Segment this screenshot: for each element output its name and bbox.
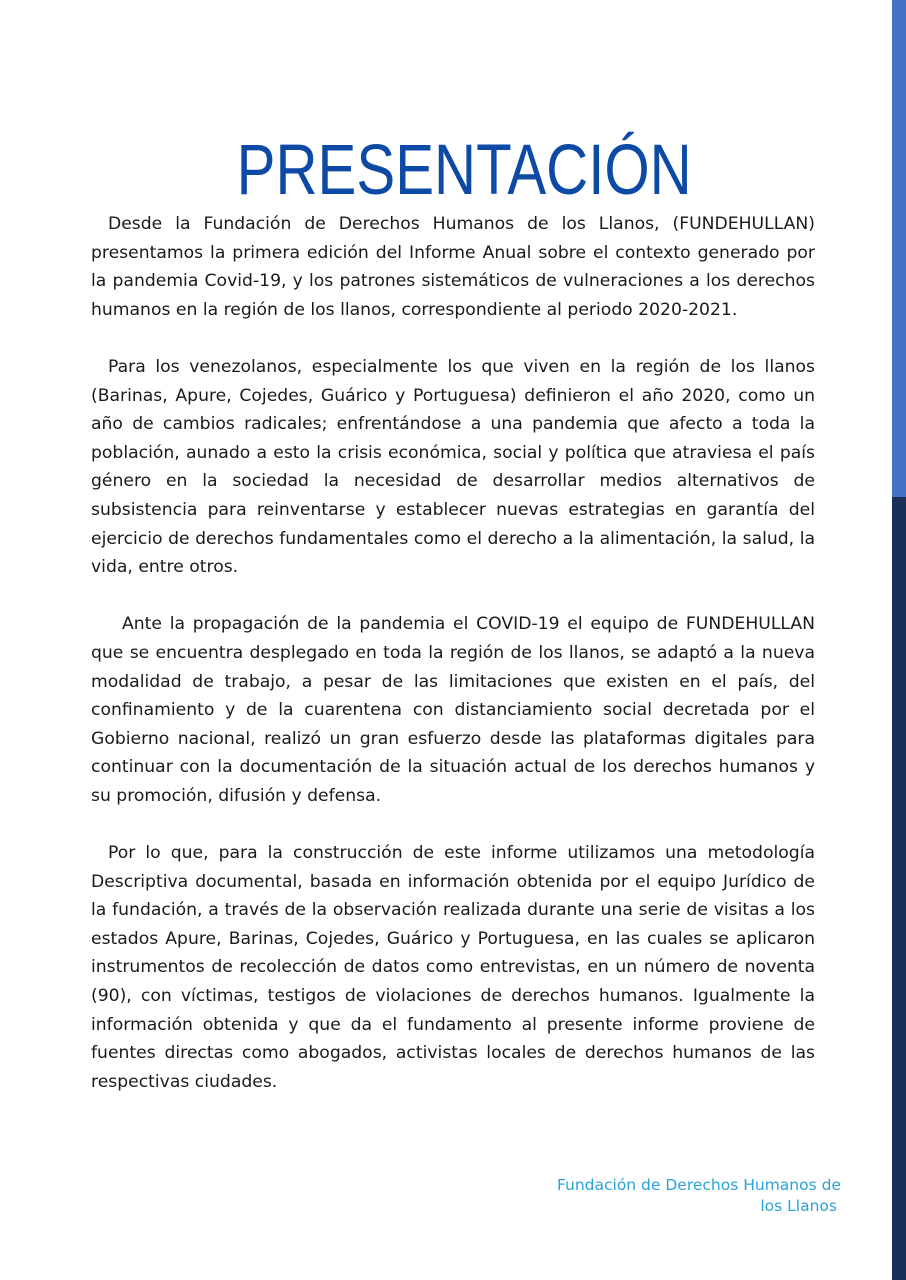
- footer-line-2: los Llanos: [760, 1197, 837, 1215]
- footer-organization: [520, 1175, 841, 1217]
- presentation-body: [91, 210, 815, 1125]
- page-title: PRESENTACIÓN: [236, 130, 692, 210]
- paragraph-4: Por lo que, para la construcción de este informe utilizamos una metodología Descriptiva documental, basada en información obtenida por el equipo Jurídico de la fundación, a través de la observación realizada durante una serie de visitas a los estados Apure, Barinas, Cojedes, Guárico y Portuguesa, en las cuales se aplicaron instrumentos de recolección de datos como entrevistas, en un número de noventa (90), con víctimas, testigos de violaciones de derechos humanos. Igualmente la información obtenida y que da el fundamento al presente informe proviene de fuentes directas como abogados, activistas locales de derechos humanos de las respectivas ciudades.: [91, 843, 815, 1092]
- footer-line-1: Fundación de Derechos Humanos de: [556, 1176, 841, 1194]
- sidebar-accent-bottom: [892, 497, 906, 1280]
- sidebar-accent-top: [892, 0, 906, 497]
- paragraph-1: Desde la Fundación de Derechos Humanos de los Llanos, (FUNDEHULLAN) presentamos la primera edición del Informe Anual sobre el contexto generado por la pandemia Covid-19, y los patrones sistemáticos de vulneraciones a los derechos humanos en la región de los llanos, correspondiente al periodo 2020-2021.: [91, 214, 815, 320]
- paragraph-2: Para los venezolanos, especialmente los que viven en la región de los llanos (Barinas, Apure, Cojedes, Guárico y Portuguesa) definieron el año 2020, como un año de cambios radicales; enfrentándose a una pandemia que afecto a toda la población, aunado a esto la crisis económica, social y política que atraviesa el país género en la sociedad la necesidad de desarrollar medios alternativos de subsistencia para reinventarse y establecer nuevas estrategias en garantía del ejercicio de derechos fundamentales como el derecho a la alimentación, la salud, la vida, entre otros.: [91, 356, 815, 578]
- paragraph-3: Ante la propagación de la pandemia el COVID-19 el equipo de FUNDEHULLAN que se encuentra desplegado en toda la región de los llanos, se adaptó a la nueva modalidad de trabajo, a pesar de las limitaciones que existen en el país, del confinamiento y de la cuarentena con distanciamiento social decretada por el Gobierno nacional, realizó un gran esfuerzo desde las plataformas digitales para continuar con la documentación de la situación actual de los derechos humanos y su promoción, difusión y defensa.: [91, 614, 815, 806]
